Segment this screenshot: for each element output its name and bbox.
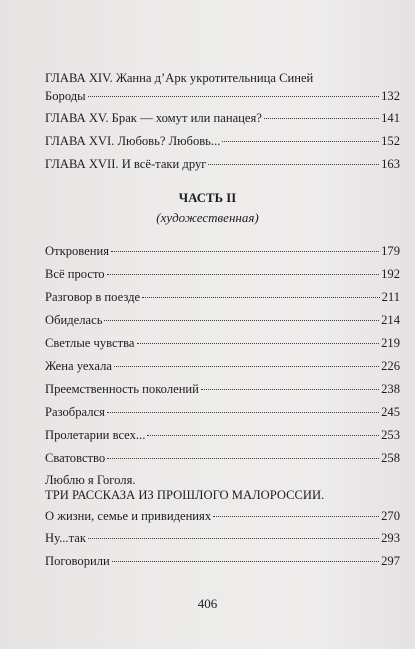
dot-leader [107,273,380,275]
toc-entry [45,313,400,328]
dot-leader [208,163,379,165]
toc-entry-title: ГЛАВА XVI. Любовь? Любовь... [45,134,221,148]
dot-leader [111,250,379,252]
toc-entry [45,531,400,546]
dot-leader [107,411,379,413]
toc-entry-chapter-14 [45,71,400,104]
toc-entry-title: Поговорили [45,554,110,568]
toc-entry-title-continued: Бороды [45,89,86,103]
toc-page-number: 253 [381,428,400,442]
toc-page-number: 226 [381,359,400,373]
dot-leader [114,365,379,367]
toc-entry-gogol [45,473,400,524]
toc-entry-title: Пролетарии всех... [45,428,146,442]
toc-page-number: 192 [381,267,400,281]
dot-leader [264,117,379,119]
page-number-footer: 406 [197,596,218,611]
toc-page-number: 132 [381,89,400,103]
dot-leader [147,434,379,436]
toc-entry [45,336,400,351]
dot-leader [104,319,379,321]
dot-leader [201,388,379,390]
dot-leader [88,537,379,539]
toc-entry-chapter-16 [45,134,400,149]
dot-leader [142,296,379,298]
toc-page-number: 152 [381,134,400,148]
toc-entry [45,428,400,443]
toc-page-number: 297 [381,554,400,568]
toc-entry [45,359,400,374]
toc-page-number: 141 [381,111,400,125]
toc-page-number: 163 [381,157,400,171]
toc-page-number: 293 [381,531,400,545]
toc-page-number: 219 [381,336,400,350]
part-subtitle: (художественная) [156,210,259,225]
dot-leader [112,560,379,562]
part-heading: ЧАСТЬ II [178,191,237,205]
toc-entry [45,382,400,397]
toc-page-number: 214 [381,313,400,327]
toc-entry-title: Разобрался [45,405,105,419]
toc-entry-title: ГЛАВА XIV. Жанна д’Арк укротительница Синей [45,71,314,85]
toc-entry [45,267,400,282]
toc-page-number: 258 [381,451,400,465]
toc-entry-title: Жена уехала [45,359,112,373]
toc-entry-chapter-15 [45,111,400,126]
toc-page-number: 238 [381,382,400,396]
toc-entry-title: Обиделась [45,313,103,327]
toc-entry-title: Светлые чувства [45,336,135,350]
toc-entry-title-continued: О жизни, семье и привидениях [45,509,212,523]
dot-leader [137,342,380,344]
toc-entry-chapter-17 [45,157,400,172]
toc-entry-title: Всё просто [45,267,105,281]
toc-page-number: 245 [381,405,400,419]
toc-entry-title: Люблю я Гоголя. [45,473,136,487]
toc-entry-title: Сватовство [45,451,106,465]
toc-entry [45,554,400,569]
toc-entry-title: ГЛАВА XVII. И всё-таки друг [45,157,207,171]
dot-leader [222,140,379,142]
dot-leader [213,515,379,517]
toc-entry [45,405,400,420]
toc-page-number: 179 [381,244,400,258]
dot-leader [88,95,379,97]
toc-entry-title: ГЛАВА XV. Брак — хомут или панацея? [45,111,262,125]
toc-entry-title: Откровения [45,244,110,258]
toc-entry [45,451,400,466]
toc-page-number: 270 [381,509,400,523]
toc-entry [45,290,400,305]
toc-entry-title: Ну...так [45,531,86,545]
toc-entry [45,244,400,259]
dot-leader [107,457,379,459]
toc-entry-title: Преемственность поколений [45,382,199,396]
toc-entry-title: Разговор в поезде [45,290,141,304]
toc-entry-subtitle-caps: ТРИ РАССКАЗА ИЗ ПРОШЛОГО МАЛОРОССИИ. [45,488,325,502]
toc-page-number: 211 [381,290,400,304]
